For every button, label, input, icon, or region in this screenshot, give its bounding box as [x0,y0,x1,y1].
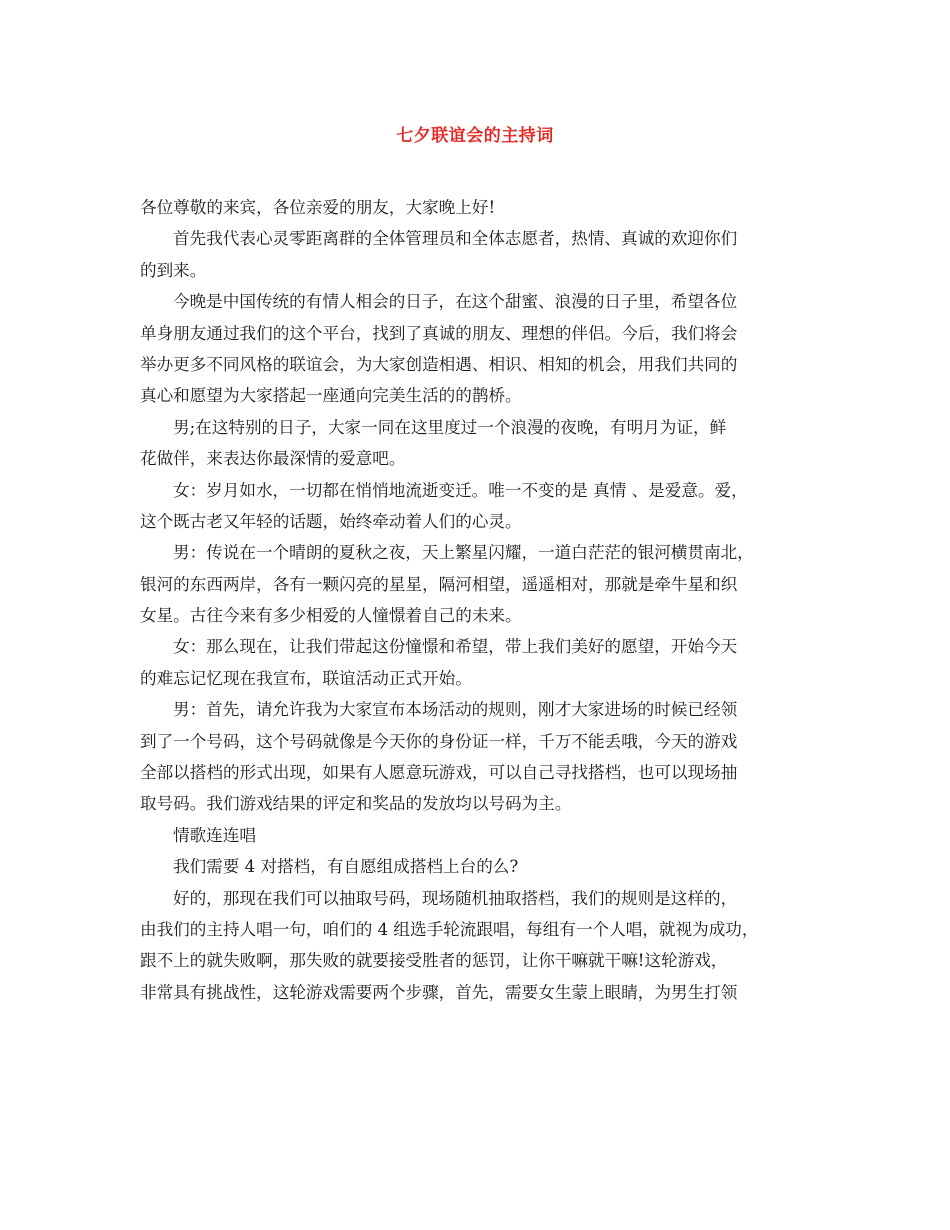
body-line: 的难忘记忆现在我宣布，联谊活动正式开始。 [140,668,472,688]
body-line: 全部以搭档的形式出现，如果有人愿意玩游戏，可以自己寻找搭档，也可以现场抽 [140,763,738,783]
body-line: 取号码。我们游戏结果的评定和奖品的发放均以号码为主。 [140,794,572,814]
body-line: 男;在这特别的日子，大家一同在这里度过一个浪漫的夜晚，有明月为证，鲜 [173,417,727,437]
body-line: 今晚是中国传统的有情人相会的日子，在这个甜蜜、浪漫的日子里，希望各位 [173,292,738,312]
body-line: 到了一个号码，这个号码就像是今天你的身份证一样，千万不能丢哦，今天的游戏 [140,731,738,751]
body-line: 女：岁月如水，一切都在悄悄地流逝变迁。唯一不变的是 真情 、是爱意。爱， [173,480,748,500]
document-title: 七夕联谊会的主持词 [396,126,554,146]
body-line: 情歌连连唱 [173,825,256,845]
body-line: 真心和愿望为大家搭起一座通向完美生活的的鹊桥。 [140,386,522,406]
body-line: 非常具有挑战性，这轮游戏需要两个步骤，首先，需要女生蒙上眼睛，为男生打领 [140,982,738,1002]
body-line: 男：首先，请允许我为大家宣布本场活动的规则，刚才大家进场的时候已经领 [173,700,738,720]
body-line: 这个既古老又年轻的话题，始终牵动着人们的心灵。 [140,511,522,531]
body-line: 首先我代表心灵零距离群的全体管理员和全体志愿者，热情、真诚的欢迎你们 [173,229,738,249]
body-line: 举办更多不同风格的联谊会，为大家创造相遇、相识、相知的机会，用我们共同的 [140,354,738,374]
body-line: 男：传说在一个晴朗的夏秋之夜，天上繁星闪耀，一道白茫茫的银河横贯南北， [173,543,754,563]
body-line: 的到来。 [140,260,207,280]
body-line: 女星。古往今来有多少相爱的人憧憬着自己的未来。 [140,606,522,626]
body-line: 银河的东西两岸，各有一颗闪亮的星星，隔河相望，遥遥相对，那就是牵牛星和织 [140,574,738,594]
document-body [140,192,830,1008]
body-line: 跟不上的就失败啊，那失败的就要接受胜者的惩罚，让你干嘛就干嘛!这轮游戏， [140,951,728,971]
body-line: 由我们的主持人唱一句，咱们的 4 组选手轮流跟唱，每组有一个人唱，就视为成功， [140,919,759,939]
body-line: 我们需要 4 对搭档，有自愿组成搭档上台的么? [173,857,519,877]
body-line: 女：那么现在，让我们带起这份憧憬和希望，带上我们美好的愿望，开始今天 [173,637,738,657]
body-line: 各位尊敬的来宾，各位亲爱的朋友，大家晚上好! [140,198,496,217]
body-line: 单身朋友通过我们的这个平台，找到了真诚的朋友、理想的伴侣。今后，我们将会 [140,323,738,343]
body-line: 花做伴，来表达你最深情的爱意吧。 [140,449,406,469]
body-line: 好的，那现在我们可以抽取号码，现场随机抽取搭档，我们的规则是这样的， [173,888,738,908]
